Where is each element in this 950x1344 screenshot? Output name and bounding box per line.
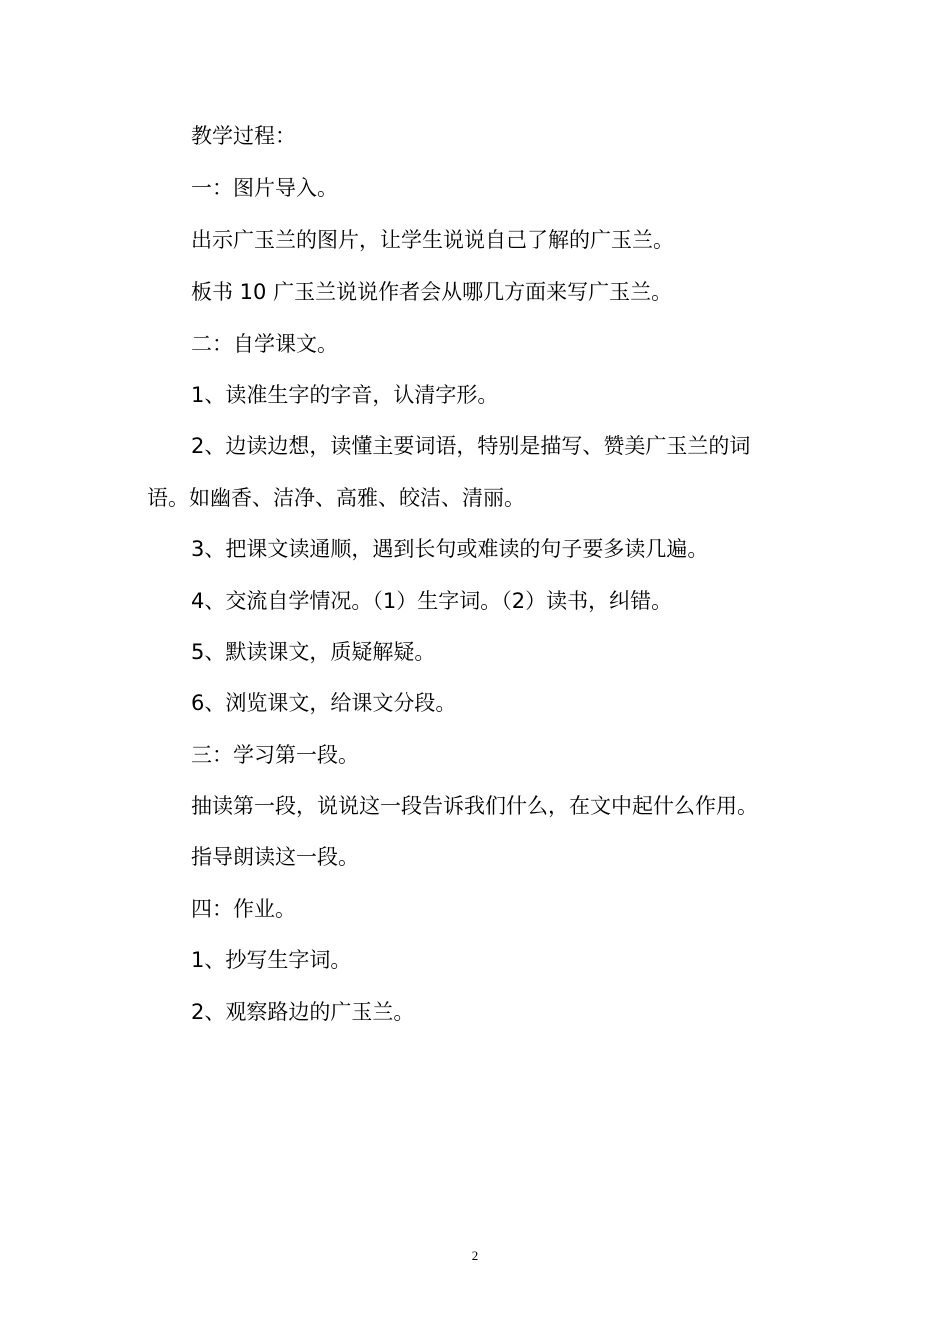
paragraph: 指导朗读这一段。	[191, 845, 359, 869]
list-item: 1、读准生字的字音，认清字形。	[191, 383, 499, 407]
list-item: 1、抄写生字词。	[191, 948, 352, 972]
section-heading-four: 四：作业。	[191, 897, 296, 921]
paragraph: 抽读第一段，说说这一段告诉我们什么，在文中起什么作用。	[191, 794, 758, 818]
list-item: 3、把课文读通顺，遇到长句或难读的句子要多读几遍。	[191, 537, 709, 561]
page-number: 2	[471, 1248, 479, 1263]
section-heading-one: 一：图片导入。	[191, 176, 338, 200]
paragraph: 板书 10 广玉兰说说作者会从哪几方面来写广玉兰。	[191, 280, 673, 304]
section-heading-process: 教学过程：	[191, 124, 296, 148]
list-item: 2、边读边想，读懂主要词语，特别是描写、赞美广玉兰的词	[191, 434, 751, 458]
list-item: 6、浏览课文，给课文分段。	[191, 691, 457, 715]
section-heading-three: 三：学习第一段。	[191, 743, 359, 767]
list-item-continuation: 语。如幽香、洁净、高雅、皎洁、清丽。	[147, 486, 525, 510]
list-item: 2、观察路边的广玉兰。	[191, 1000, 415, 1024]
section-heading-two: 二：自学课文。	[191, 332, 338, 356]
paragraph: 出示广玉兰的图片，让学生说说自己了解的广玉兰。	[191, 228, 674, 252]
list-item: 4、交流自学情况。（1）生字词。（2）读书，纠错。	[191, 589, 673, 613]
list-item: 5、默读课文，质疑解疑。	[191, 640, 436, 664]
